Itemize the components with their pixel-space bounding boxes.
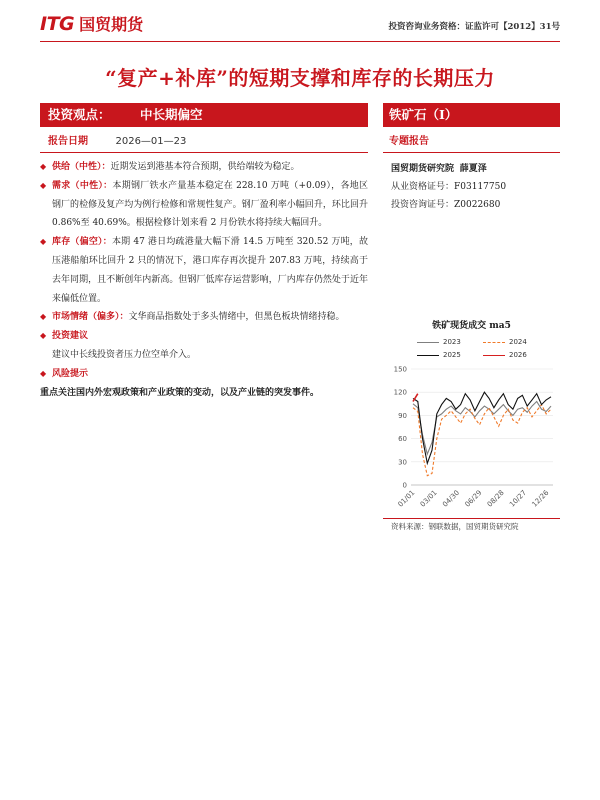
view-label: 投资观点： xyxy=(48,107,111,122)
chart-source: 资料来源：钢联数据，国贸期货研究院 xyxy=(383,518,560,536)
qualification-line: 从业资格证号：F03117750 xyxy=(391,182,507,192)
y-tick-label: 60 xyxy=(398,435,407,444)
series-line-2023 xyxy=(413,402,551,455)
risk-text: 重点关注国内外宏观政策和产业政策的变动，以及产业链的突发事件。 xyxy=(40,387,320,398)
bullet-inventory xyxy=(40,233,368,308)
x-tick-label: 03/01 xyxy=(418,488,439,509)
qualification-number: F03117750 xyxy=(454,182,507,192)
company-logo xyxy=(40,12,143,35)
diamond-icon: ◆ xyxy=(40,368,47,378)
institute-name: 国贸期货研究院 xyxy=(391,164,455,174)
license-text: 投资咨询业务资格：证监许可【2012】31号 xyxy=(388,22,560,32)
legend-item-2023: 2023 xyxy=(417,338,461,346)
report-date-row xyxy=(40,131,368,153)
legend-item-2026: 2026 xyxy=(483,351,527,359)
author-name: 薛夏泽 xyxy=(459,164,487,174)
bullet-sentiment xyxy=(40,308,368,327)
legend-swatch xyxy=(483,342,505,343)
series-line-2025 xyxy=(413,392,551,463)
diamond-icon: ◆ xyxy=(40,180,47,190)
bullet-demand xyxy=(40,177,368,233)
view-value: 中长期偏空 xyxy=(140,107,203,122)
legend-swatch xyxy=(483,355,505,356)
bullet-text: 本期 47 港日均疏港量大幅下滑 14.5 万吨至 320.52 万吨，故压港船舶环比回升 2 只的情况下，港口库存再次提升 207.83 万吨，持续高于去年同期，且不断创年内新高。但钢厂低库存运营影响，厂内库存仍然处于近年来偏低位置。 xyxy=(52,237,368,304)
legend-item-2024: 2024 xyxy=(483,338,527,346)
y-tick-label: 30 xyxy=(398,458,407,467)
main-content xyxy=(40,158,368,402)
consult-line: 投资咨询证号：Z0022680 xyxy=(391,200,501,210)
legend-swatch xyxy=(417,355,439,356)
consult-number: Z0022680 xyxy=(454,200,501,210)
x-tick-label: 08/28 xyxy=(485,488,506,509)
report-date-label: 报告日期 xyxy=(48,136,88,147)
x-tick-label: 12/26 xyxy=(530,488,551,509)
author-line xyxy=(391,160,560,178)
report-type: 专题报告 xyxy=(383,131,560,153)
legend-swatch xyxy=(417,342,439,343)
x-tick-label: 10/27 xyxy=(508,488,529,509)
bullet-keyword: 需求（中性）： xyxy=(52,180,113,191)
page-header xyxy=(40,8,560,42)
product-bar: 铁矿石（I） xyxy=(383,103,560,127)
x-tick-label: 04/30 xyxy=(441,488,462,509)
advice-text: 建议中长线投资者压力位空单介入。 xyxy=(52,349,197,360)
logo-itg-text: ITG xyxy=(40,12,75,35)
y-tick-label: 90 xyxy=(398,411,407,420)
report-date-value: 2026—01—23 xyxy=(115,136,187,147)
advice-heading: ◆ 投资建议 xyxy=(40,327,368,346)
bullet-keyword: 供给（中性）： xyxy=(52,162,111,172)
y-tick-label: 0 xyxy=(402,481,407,490)
bullet-keyword: 库存（偏空）： xyxy=(52,237,112,248)
diamond-icon: ◆ xyxy=(40,162,47,171)
logo-cn-text: 国贸期货 xyxy=(79,15,144,34)
bullet-text: 近期发运到港基本符合预期，供给端较为稳定。 xyxy=(110,162,300,172)
bullet-text: 本期钢厂铁水产量基本稳定在 228.10 万吨（+0.09），各地区钢厂的检修及复产均为例行检修和常规性复产。钢厂盈利率小幅回升，环比回升 0.86%至 40.69%。根据检修计划来看 2 月份铁水将持续大幅回升。 xyxy=(52,180,368,229)
ore-spot-chart xyxy=(383,318,560,518)
x-tick-label: 01/01 xyxy=(396,488,417,509)
y-tick-label: 120 xyxy=(393,388,407,397)
x-tick-label: 06/29 xyxy=(463,488,484,509)
diamond-icon: ◆ xyxy=(40,331,47,341)
bullet-text: 文华商品指数处于多头情绪中，但黑色板块情绪持稳。 xyxy=(128,312,345,323)
risk-heading: ◆ 风险提示 xyxy=(40,365,368,384)
bullet-keyword: 市场情绪（偏多）： xyxy=(52,312,129,323)
page-title: “复产+补库”的短期支撑和库存的长期压力 xyxy=(105,66,495,90)
view-bar xyxy=(40,103,368,127)
diamond-icon: ◆ xyxy=(40,237,47,247)
y-tick-label: 150 xyxy=(393,365,407,374)
bullet-supply xyxy=(40,158,368,177)
author-block xyxy=(391,160,560,214)
chart-title: 铁矿现货成交 ma5 xyxy=(432,321,511,331)
diamond-icon: ◆ xyxy=(40,312,47,322)
chart-plot xyxy=(383,363,560,518)
legend-item-2025: 2025 xyxy=(417,351,461,359)
